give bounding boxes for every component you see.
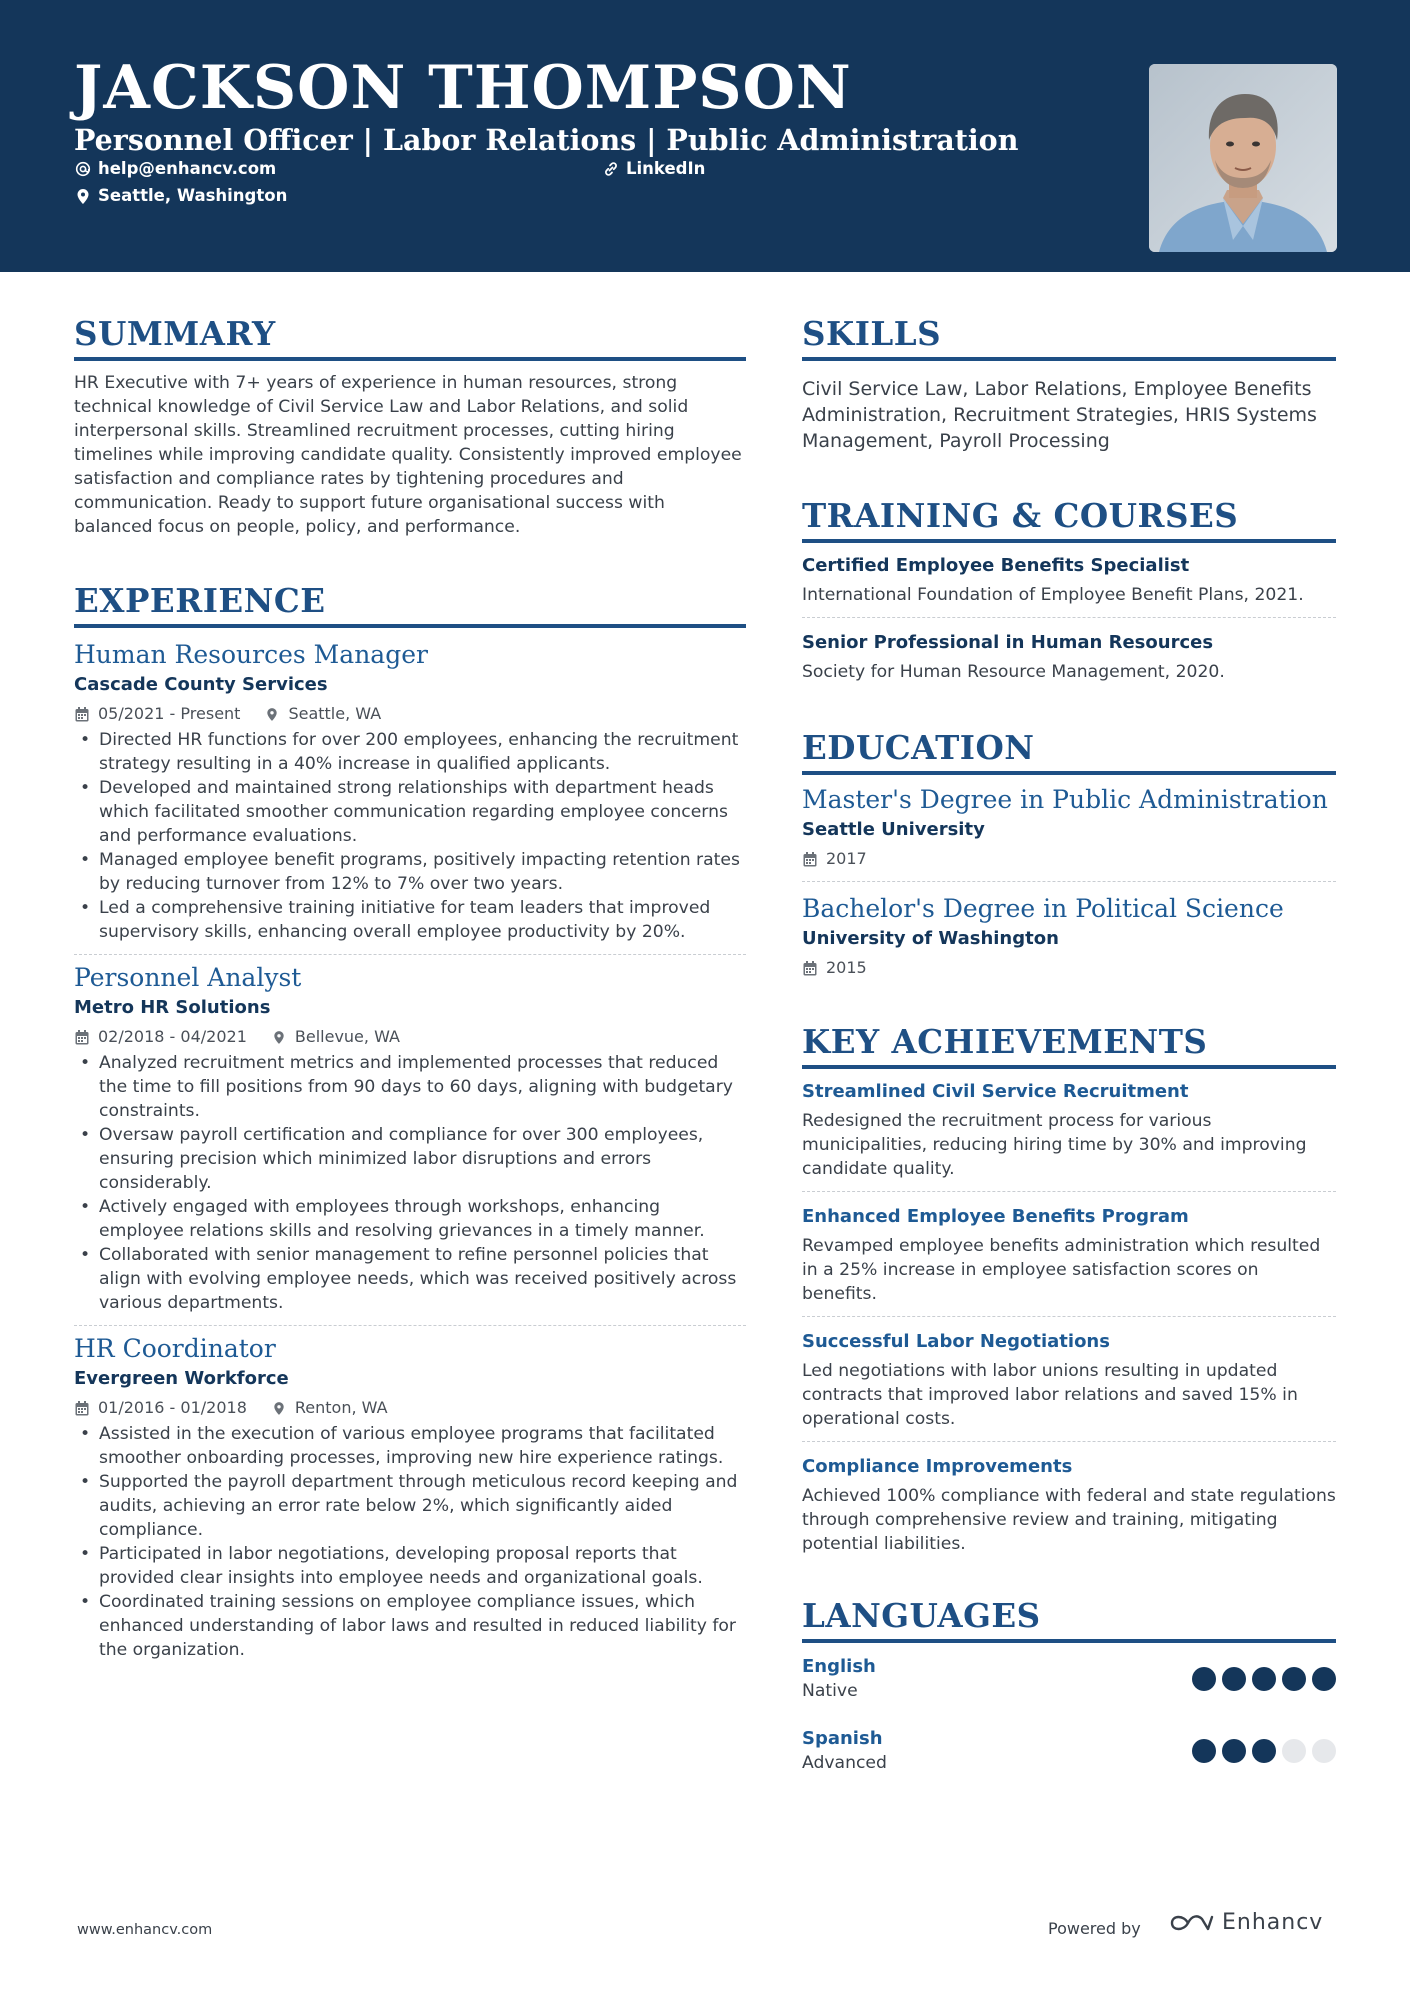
enhancv-mark-icon (1168, 1911, 1214, 1935)
achievement-item (802, 1079, 1336, 1181)
language-item (802, 1655, 1336, 1703)
summary-section (74, 312, 746, 539)
education-year: 2015 (826, 958, 867, 977)
job-bullet: • Participated in labor negotiations, developing proposal reports that provided clear insights into employee needs and organizational goals. (74, 1542, 746, 1590)
calendar-icon (74, 1400, 90, 1416)
map-pin-icon (271, 1029, 287, 1045)
footer-url[interactable]: www.enhancv.com (77, 1922, 213, 1938)
link-icon (602, 160, 620, 178)
linkedin-contact[interactable] (602, 158, 705, 180)
entry-divider (802, 1441, 1336, 1442)
job-bullet: • Actively engaged with employees through workshops, enhancing employee relations skills and resolving grievances in a timely manner. (74, 1195, 746, 1243)
rating-dot-empty (1312, 1739, 1336, 1763)
rating-dot-filled (1282, 1667, 1306, 1691)
rating-dot-filled (1312, 1667, 1336, 1691)
location-contact (74, 185, 287, 207)
job-company: Metro HR Solutions (74, 997, 271, 1018)
job-company: Cascade County Services (74, 674, 328, 695)
languages-heading: LANGUAGES (802, 1594, 1336, 1643)
job-bullet: • Analyzed recruitment metrics and implemented processes that reduced the time to fill positions from 90 days to 60 days, aligning with budgetary constraints. (74, 1051, 746, 1123)
language-rating (1192, 1667, 1336, 1691)
entry-divider (74, 1325, 746, 1326)
training-detail: Society for Human Resource Management, 2020. (802, 662, 1225, 682)
rating-dot-filled (1252, 1667, 1276, 1691)
location-text: Seattle, Washington (98, 186, 288, 205)
achievement-detail: Led negotiations with labor unions resulting in updated contracts that improved labor relations and saved 15% in operational costs. (802, 1361, 1298, 1429)
achievement-name: Compliance Improvements (802, 1456, 1073, 1477)
rating-dot-filled (1192, 1667, 1216, 1691)
job-location: Seattle, WA (288, 704, 382, 723)
achievement-detail: Achieved 100% compliance with federal and state regulations through comprehensive review and training, mitigating potential liabilities. (802, 1486, 1336, 1554)
education-meta (802, 956, 1336, 980)
job-bullet: • Directed HR functions for over 200 employees, enhancing the recruitment strategy resulting in a 40% increase in qualified applicants. (74, 728, 746, 776)
job-meta (74, 702, 746, 726)
education-item (802, 892, 1336, 980)
resume-header (0, 0, 1410, 272)
linkedin-text: LinkedIn (626, 159, 706, 178)
summary-heading: SUMMARY (74, 312, 746, 361)
powered-by-label: Powered by (1048, 1919, 1141, 1938)
left-column (74, 312, 746, 1662)
skills-section (802, 312, 1336, 454)
at-icon (74, 160, 92, 178)
experience-entry (74, 1332, 746, 1662)
job-bullets (74, 728, 746, 944)
job-dates: 05/2021 - Present (98, 704, 241, 723)
language-item (802, 1727, 1336, 1775)
achievement-item (802, 1329, 1336, 1431)
calendar-icon (74, 1029, 90, 1045)
job-location: Bellevue, WA (294, 1027, 400, 1046)
job-meta (74, 1396, 746, 1420)
job-bullet: • Collaborated with senior management to refine personnel policies that align with evolving employee needs, which was received positively across various departments. (74, 1243, 746, 1315)
education-degree: Bachelor's Degree in Political Science (802, 894, 1284, 923)
job-role: Human Resources Manager (74, 640, 428, 669)
job-meta (74, 1025, 746, 1049)
achievement-detail: Revamped employee benefits administration which resulted in a 25% increase in employee satisfaction scores on benefits. (802, 1236, 1321, 1304)
job-bullet: • Led a comprehensive training initiative for team leaders that improved supervisory skills, enhancing overall employee productivity by 20%. (74, 896, 746, 944)
candidate-name: JACKSON THOMPSON (74, 53, 852, 123)
entry-divider (802, 617, 1336, 618)
profile-photo (1149, 64, 1337, 252)
map-pin-icon (74, 187, 92, 205)
entry-divider (802, 1316, 1336, 1317)
email-text: help@enhancv.com (98, 159, 277, 178)
language-name: English (802, 1656, 876, 1677)
experience-entry (74, 961, 746, 1315)
achievement-item (802, 1454, 1336, 1556)
rating-dot-filled (1252, 1739, 1276, 1763)
map-pin-icon (264, 706, 280, 722)
training-item (802, 630, 1336, 684)
job-bullet: • Assisted in the execution of various employee programs that facilitated smoother onboarding processes, improving new hire experience ratings. (74, 1422, 746, 1470)
job-bullets (74, 1422, 746, 1662)
summary-text: HR Executive with 7+ years of experience in human resources, strong technical knowledge of Civil Service Law and Labor Relations, and solid interpersonal skills. Streamlined recruitment processes, cutting hiring timelines while improving candidate quality. Consistently improved employee satisfaction and compliance rates by tightening procedures and communication. Ready to support future organisational success with balanced focus on people, policy, and performance. (74, 373, 742, 537)
job-dates: 01/2016 - 01/2018 (98, 1398, 247, 1417)
right-column (802, 312, 1336, 1775)
training-section (802, 494, 1336, 684)
brand-name: Enhancv (1222, 1910, 1324, 1935)
rating-dot-filled (1222, 1667, 1246, 1691)
job-role: Personnel Analyst (74, 963, 302, 992)
candidate-headline: Personnel Officer | Labor Relations | Public Administration (74, 123, 1019, 157)
education-school: University of Washington (802, 928, 1059, 949)
map-pin-icon (271, 1400, 287, 1416)
education-year: 2017 (826, 849, 867, 868)
training-name: Certified Employee Benefits Specialist (802, 555, 1190, 576)
experience-heading: EXPERIENCE (74, 579, 746, 628)
language-level: Native (802, 1681, 858, 1701)
job-bullets (74, 1051, 746, 1315)
entry-divider (802, 881, 1336, 882)
email-contact[interactable] (74, 158, 276, 180)
job-bullet: • Coordinated training sessions on employee compliance issues, which enhanced understanding of labor laws and resulted in reduced liability for the organization. (74, 1590, 746, 1662)
training-name: Senior Professional in Human Resources (802, 632, 1214, 653)
achievement-name: Streamlined Civil Service Recruitment (802, 1081, 1189, 1102)
job-bullet: • Supported the payroll department through meticulous record keeping and audits, achieving an error rate below 2%, which significantly aided compliance. (74, 1470, 746, 1542)
achievement-name: Successful Labor Negotiations (802, 1331, 1110, 1352)
job-location: Renton, WA (294, 1398, 388, 1417)
achievement-name: Enhanced Employee Benefits Program (802, 1206, 1189, 1227)
training-item (802, 553, 1336, 607)
rating-dot-filled (1222, 1739, 1246, 1763)
job-role: HR Coordinator (74, 1334, 276, 1363)
training-detail: International Foundation of Employee Benefit Plans, 2021. (802, 585, 1304, 605)
education-section (802, 726, 1336, 980)
achievement-detail: Redesigned the recruitment process for various municipalities, reducing hiring time by 30% and improving candidate quality. (802, 1111, 1307, 1179)
calendar-icon (74, 706, 90, 722)
education-heading: EDUCATION (802, 726, 1336, 775)
job-bullet: • Managed employee benefit programs, positively impacting retention rates by reducing turnover from 12% to 7% over two years. (74, 848, 746, 896)
entry-divider (802, 1191, 1336, 1192)
calendar-icon (802, 960, 818, 976)
language-level: Advanced (802, 1753, 887, 1773)
education-meta (802, 847, 1336, 871)
skills-heading: SKILLS (802, 312, 1336, 361)
enhancv-logo (1168, 1910, 1323, 1935)
calendar-icon (802, 851, 818, 867)
skills-text: Civil Service Law, Labor Relations, Employee Benefits Administration, Recruitment Strategies, HRIS Systems Management, Payroll Processing (802, 378, 1317, 452)
entry-divider (74, 954, 746, 955)
education-item (802, 783, 1336, 871)
rating-dot-empty (1282, 1739, 1306, 1763)
language-rating (1192, 1739, 1336, 1763)
achievements-heading: KEY ACHIEVEMENTS (802, 1020, 1336, 1069)
languages-section (802, 1594, 1336, 1775)
education-school: Seattle University (802, 819, 985, 840)
achievement-item (802, 1204, 1336, 1306)
education-degree: Master's Degree in Public Administration (802, 785, 1328, 814)
rating-dot-filled (1192, 1739, 1216, 1763)
language-name: Spanish (802, 1728, 883, 1749)
job-bullet: • Developed and maintained strong relationships with department heads which facilitated smoother communication regarding employee concerns and performance evaluations. (74, 776, 746, 848)
job-dates: 02/2018 - 04/2021 (98, 1027, 247, 1046)
training-heading: TRAINING & COURSES (802, 494, 1336, 543)
job-company: Evergreen Workforce (74, 1368, 289, 1389)
experience-section (74, 579, 746, 1662)
achievements-section (802, 1020, 1336, 1556)
job-bullet: • Oversaw payroll certification and compliance for over 300 employees, ensuring precision which minimized labor disruptions and errors considerably. (74, 1123, 746, 1195)
experience-entry (74, 638, 746, 944)
